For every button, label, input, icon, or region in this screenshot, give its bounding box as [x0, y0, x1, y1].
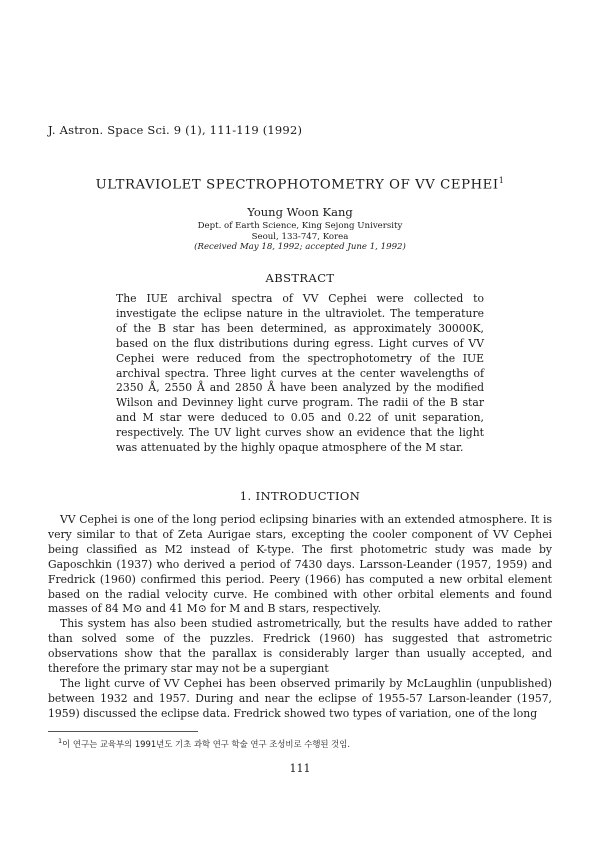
intro-paragraph-3: The light curve of VV Cephei has been observed primarily by McLaughlin (unpublished) between 1932 and 1957. During and near the eclipse of 1955-57 Larson-leander (1957, 1959) discussed the eclipse data. Fredrick showed two types of variation, one of the long: [48, 676, 552, 720]
affiliation-line-1: Dept. of Earth Science, King Sejong University: [197, 221, 403, 231]
journal-citation: J. Astron. Space Sci. 9 (1), 111-119 (1992): [48, 123, 303, 137]
footnote-mark: 1: [58, 737, 63, 745]
abstract-heading: ABSTRACT: [265, 271, 335, 285]
introduction-heading: 1. INTRODUCTION: [239, 489, 361, 503]
paper-title: [0, 176, 600, 192]
received-dates: (Received May 18, 1992; accepted June 1, 1992): [194, 242, 406, 252]
page-number: 111: [289, 762, 311, 775]
footnote: [58, 737, 350, 750]
footnote-text: 이 연구는 교육부의 1991년도 기초 과학 연구 학술 연구 조성비로 수행된 것임.: [62, 738, 351, 749]
footnote-rule: [48, 731, 198, 732]
intro-paragraph-1: VV Cephei is one of the long period eclipsing binaries with an extended atmosphere. It is very similar to that of Zeta Aurigae stars, excepting the cooler component of VV Cephei being classified as M2 instead of K-type. The first photometric study was made by Gaposchkin (1937) who derived a period of 7430 days. Larsson-Leander (1957, 1959) and Fredrick (1960) confirmed this period. Peery (1966) has computed a new orbital element based on the radial velocity curve. He combined with other orbital elements and found masses of 84 M⊙ and 41 M⊙ for M and B stars, respectively.: [48, 513, 552, 616]
author-name: Young Woon Kang: [247, 205, 353, 219]
affiliation-line-2: Seoul, 133-747, Korea: [251, 231, 349, 242]
intro-paragraph-2: This system has also been studied astrometrically, but the results have added to rather than solved some of the puzzles. Fredrick (1960) has suggested that astrometric observations show that the parallax is considerably larger than usually accepted, and therefore the primary star may not be a supergiant: [48, 617, 552, 676]
paper-title-text: ULTRAVIOLET SPECTROPHOTOMETRY OF VV CEPHEI: [95, 177, 499, 193]
introduction-body: [48, 513, 552, 722]
abstract-body: The IUE archival spectra of VV Cephei were collected to investigate the eclipse nature in the ultraviolet. The temperature of the B star has been determined, as approximately 30000K, based on the flux distributions during egress. Light curves of VV Cephei were reduced from the spectrophotometry of the IUE archival spectra. Three light curves at the center wavelengths of 2350 Å, 2550 Å and 2850 Å have been analyzed by the modified Wilson and Devinney light curve program. The radii of the B star and M star were deduced to 0.05 and 0.22 of unit separation, respectively. The UV light curves show an evidence that the light was attenuated by the highly opaque atmosphere of the M star.: [116, 292, 484, 455]
author-affiliation: [0, 221, 600, 253]
title-footnote-mark: 1: [498, 176, 505, 185]
